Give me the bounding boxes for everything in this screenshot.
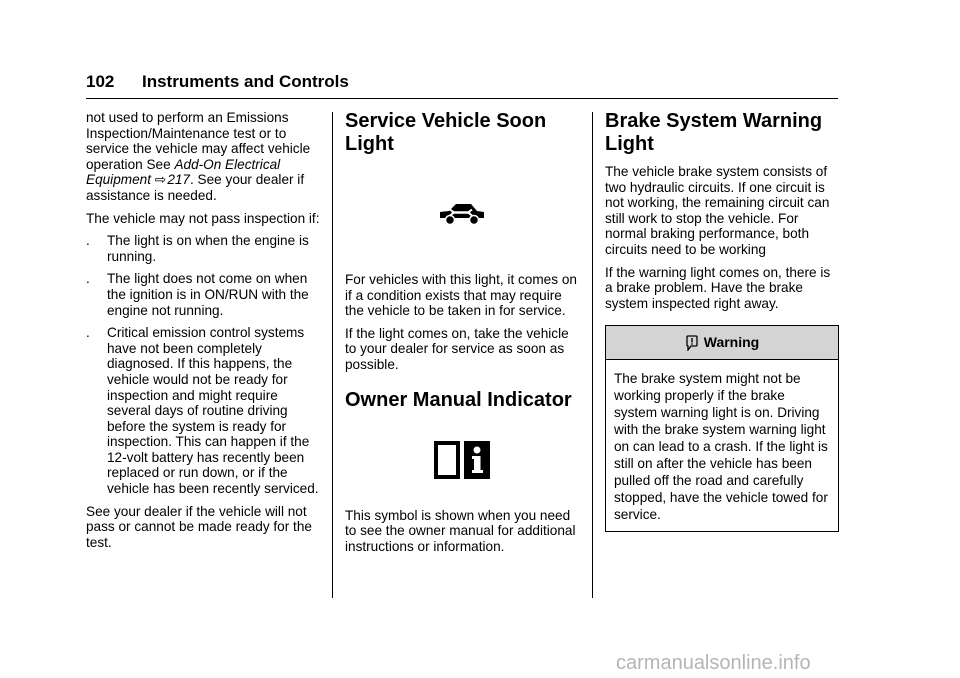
column-3 (605, 110, 839, 532)
paragraph-may-not-pass: The vehicle may not pass inspection if: (86, 210, 320, 226)
page-ref[interactable]: 217 (167, 172, 190, 188)
section-title: Instruments and Controls (142, 72, 349, 91)
car-wrench-icon (345, 156, 579, 272)
paragraph-emissions: not used to perform an Emissions Inspection/Maintenance test or to service the vehicle may affect vehicle operation See Add-On Electrical Equipment ⇨ 217. See your dealer if assistance is needed. (86, 110, 311, 203)
list-item: . The light does not come on when the ignition is in ON/RUN with the engine not running. (86, 271, 309, 318)
bullet-icon: . (86, 325, 90, 341)
page-ref-icon: ⇨ (154, 172, 167, 188)
add-on-link[interactable]: Add-On Electrical Equipment (86, 156, 281, 188)
paragraph-take-to-dealer: If the light comes on, take the vehicle to your dealer for service as soon as possible. (345, 325, 569, 372)
paragraph-owner-manual: This symbol is shown when you need to see the owner manual for additional instructions or information. (345, 507, 576, 554)
list-item: . The light is on when the engine is running. (86, 233, 309, 264)
brake-warning-heading: Brake System Warning Light (605, 110, 823, 155)
warning-box (605, 325, 839, 532)
bullet-icon: . (86, 271, 90, 287)
warning-header (606, 326, 838, 360)
column-divider-2 (592, 112, 593, 598)
column-divider-1 (332, 112, 333, 598)
warning-text: The brake system might not be working properly if the brake system warning light is on. Driving with the brake system warning light on can lead to a crash. If the light is still on after the vehicle has been pulled off the road and carefully stopped, have the vehicle towed for service. (614, 371, 828, 523)
service-vehicle-heading: Service Vehicle Soon Light (345, 110, 547, 155)
paragraph-brake-circuits: The vehicle brake system consists of two hydraulic circuits. If one circuit is not working, the remaining circuit can still work to stop the vehicle. For normal braking performance, both circuits need to be working (605, 164, 830, 257)
watermark: carmanualsonline.info (616, 652, 811, 674)
column-1 (86, 110, 322, 557)
paragraph-see-dealer: See your dealer if the vehicle will not pass or cannot be made ready for the test. (86, 503, 312, 550)
paragraph-service-light: For vehicles with this light, it comes on if a condition exists that may require the vehicle to be taken in for service. (345, 272, 577, 319)
owner-manual-heading: Owner Manual Indicator (345, 388, 572, 411)
header-divider (86, 98, 838, 99)
warning-icon (685, 335, 699, 351)
column-2 (345, 110, 579, 561)
list-item: . Critical emission control systems have not been completely diagnosed. If this happens, the vehicle would not be ready for inspection and might require several days of routine driving before the system is ready for inspection. This can happen if the 12-volt battery has recently been replaced or run down, or if the vehicle has been recently serviced. (86, 325, 319, 497)
paragraph-brake-problem: If the warning light comes on, there is a brake problem. Have the brake system inspected right away. (605, 264, 831, 311)
bullet-icon: . (86, 233, 90, 249)
owner-manual-icon (345, 412, 579, 508)
page-number: 102 (86, 72, 115, 91)
page-header (86, 72, 838, 96)
warning-label: Warning (703, 334, 760, 351)
